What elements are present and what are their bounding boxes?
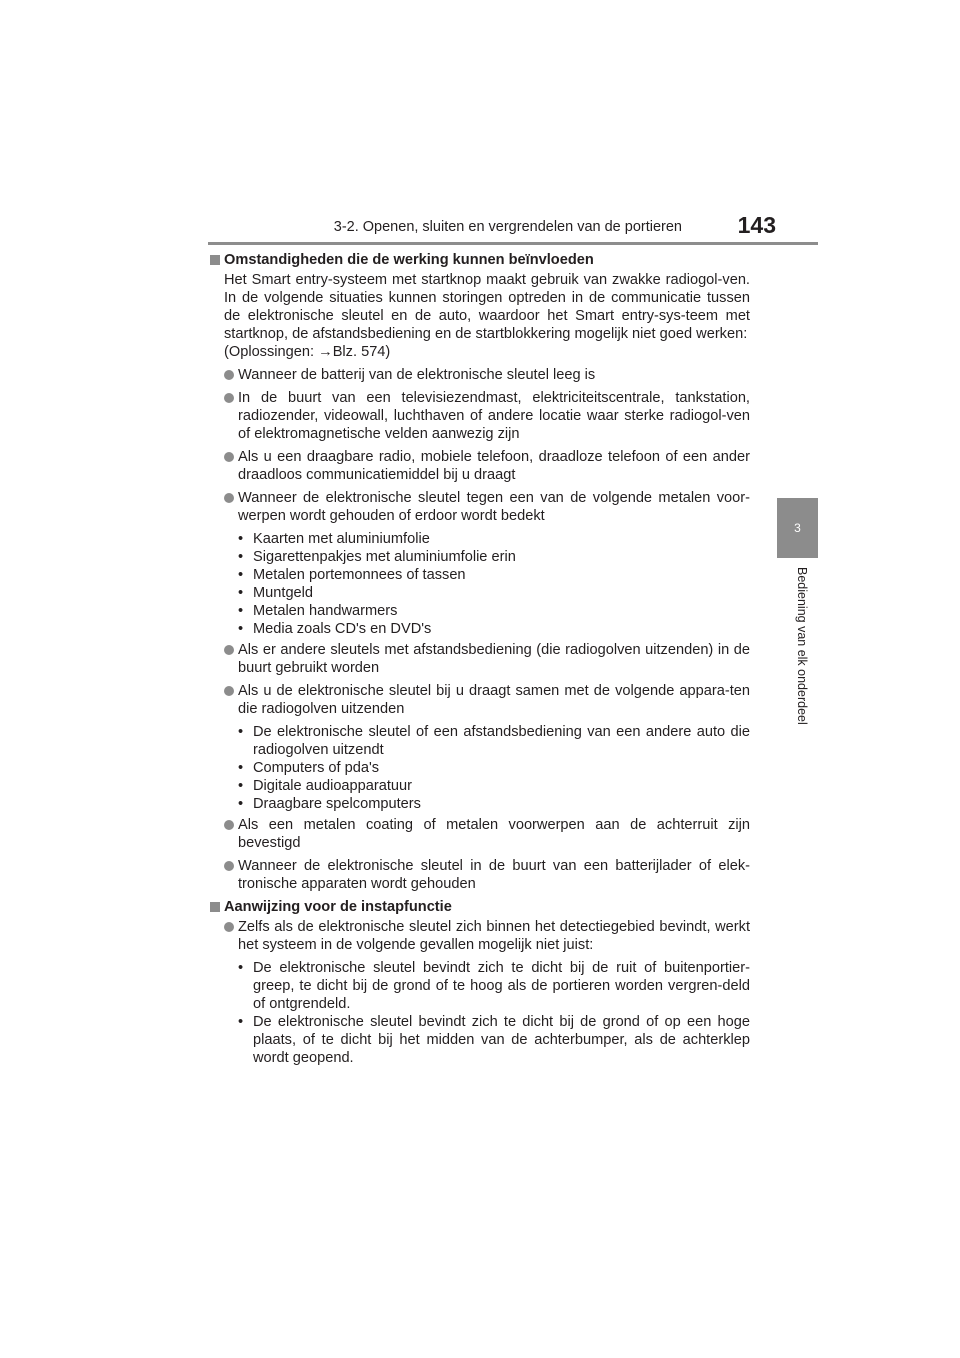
chapter-label: Bediening van elk onderdeel xyxy=(795,567,809,725)
sub-list xyxy=(210,723,750,813)
page-reference: (Oplossingen: →Blz. 574) xyxy=(224,344,391,360)
circle-bullet-icon xyxy=(224,861,234,871)
sub-list-item: • Sigarettenpakjes met aluminiumfolie erin xyxy=(238,548,750,566)
sub-list xyxy=(210,959,750,1067)
circle-bullet-icon xyxy=(224,686,234,696)
circle-bullet-icon xyxy=(224,493,234,503)
sub-list-item: • Media zoals CD's en DVD's xyxy=(238,620,750,638)
sub-list-item: • Digitale audioapparatuur xyxy=(238,777,750,795)
chapter-tab xyxy=(777,498,818,558)
sub-list-item: • Metalen portemonnees of tassen xyxy=(238,566,750,584)
sub-list-item: • Computers of pda's xyxy=(238,759,750,777)
running-header: 3-2. Openen, sluiten en vergrendelen van de portieren xyxy=(333,219,682,235)
page-number: 143 xyxy=(737,212,776,238)
circle-bullet-icon xyxy=(224,393,234,403)
square-bullet-icon xyxy=(210,255,220,265)
list-item: In de buurt van een televisiezendmast, elektriciteitscentrale, tankstation, radiozender, videowall, luchthaven of andere locatie waar sterke radiogol-ven of elektromagnetische velden aanwezig zijn xyxy=(210,389,750,443)
section-heading: Omstandigheden die de werking kunnen beïnvloeden xyxy=(210,251,750,269)
sub-list xyxy=(210,530,750,638)
sub-list-item: • Muntgeld xyxy=(238,584,750,602)
list-item: Als u de elektronische sleutel bij u draagt samen met de volgende appara-ten die radiogolven uitzenden xyxy=(210,682,750,718)
circle-bullet-icon xyxy=(224,370,234,380)
list-item: Wanneer de batterij van de elektronische sleutel leeg is xyxy=(210,366,750,384)
circle-bullet-icon xyxy=(224,452,234,462)
chapter-number: 3 xyxy=(794,521,801,535)
sub-list-item: • Metalen handwarmers xyxy=(238,602,750,620)
sub-list-item: • De elektronische sleutel of een afstandsbediening van een andere auto die radiogolven uitzendt xyxy=(238,723,750,759)
page-content xyxy=(210,251,750,1070)
sub-list-item: • De elektronische sleutel bevindt zich te dicht bij de grond of op een hoge plaats, of te dicht bij het midden van de achterbumper, als de achterklep wordt geopend. xyxy=(238,1013,750,1067)
circle-bullet-icon xyxy=(224,820,234,830)
header-rule xyxy=(208,242,818,245)
sub-list-item: • De elektronische sleutel bevindt zich te dicht bij de ruit of buitenportier-greep, te dicht bij de grond of te hoog als de portieren worden vergren-deld of ontgrendeld. xyxy=(238,959,750,1013)
sub-list-item: • Draagbare spelcomputers xyxy=(238,795,750,813)
list-item: Zelfs als de elektronische sleutel zich binnen het detectiegebied bevindt, werkt het systeem in de volgende gevallen mogelijk niet juist: xyxy=(210,918,750,954)
list-item: Als u een draagbare radio, mobiele telefoon, draadloze telefoon of een ander draadloos communicatiemiddel bij u draagt xyxy=(210,448,750,484)
list-item: Wanneer de elektronische sleutel in de buurt van een batterijlader of elek-tronische apparaten wordt gehouden xyxy=(210,857,750,893)
sub-list-item: • Kaarten met aluminiumfolie xyxy=(238,530,750,548)
section-intro: Het Smart entry-systeem met startknop maakt gebruik van zwakke radiogol-ven. In de volgende situaties kunnen storingen optreden in de communicatie tussen de elektronische sleutel en de auto, waardoor het Smart entry-sys-teem met startknop, de afstandsbediening en de startblokkering mogelijk niet goed werken: (Oplossingen: →Blz. 574) xyxy=(224,272,750,360)
list-item: Als een metalen coating of metalen voorwerpen aan de achterruit zijn bevestigd xyxy=(210,816,750,852)
circle-bullet-icon xyxy=(224,645,234,655)
circle-bullet-icon xyxy=(224,922,234,932)
list-item: Als er andere sleutels met afstandsbediening (die radiogolven uitzenden) in de buurt gebruikt worden xyxy=(210,641,750,677)
square-bullet-icon xyxy=(210,902,220,912)
section-heading: Aanwijzing voor de instapfunctie xyxy=(210,898,750,916)
list-item: Wanneer de elektronische sleutel tegen een van de volgende metalen voor-werpen wordt gehouden of erdoor wordt bedekt xyxy=(210,489,750,525)
